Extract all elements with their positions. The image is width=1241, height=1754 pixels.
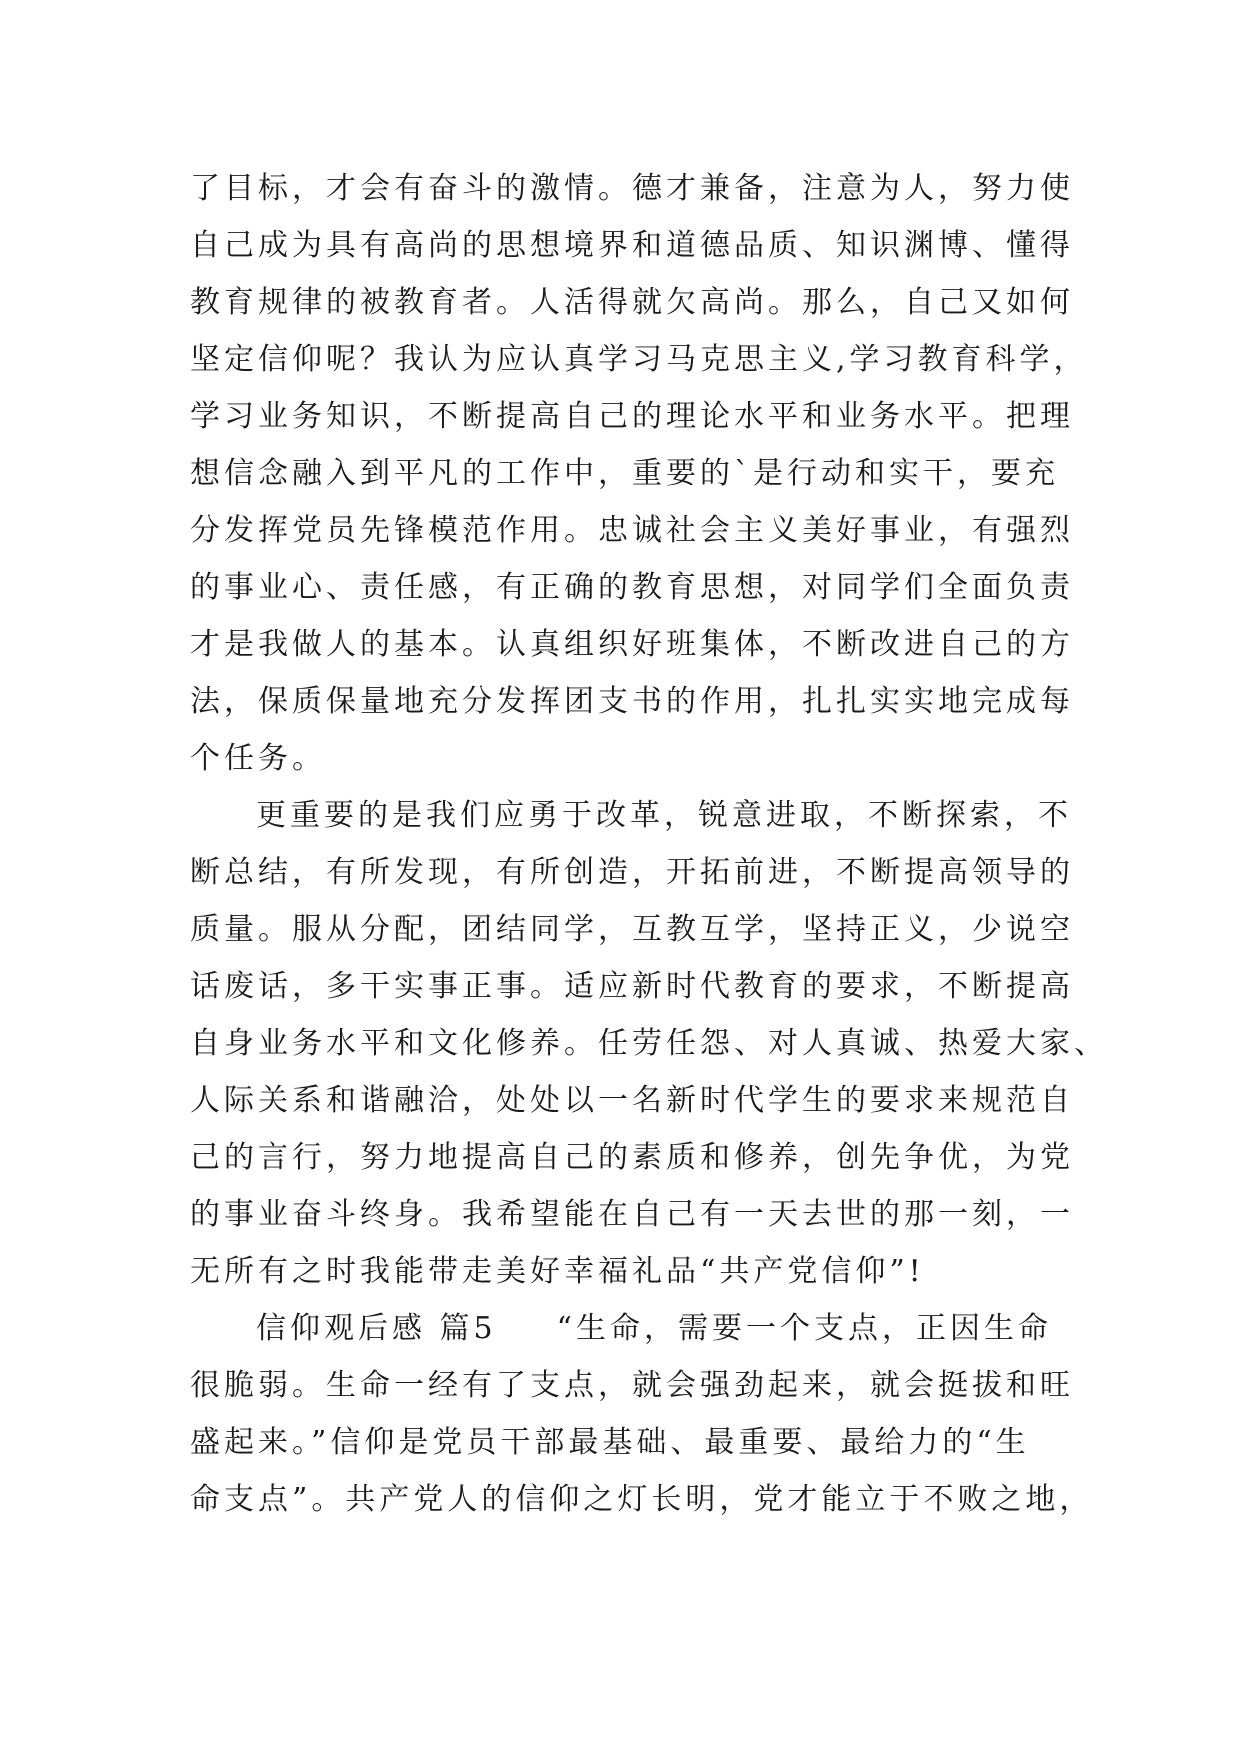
text-line: 人际关系和谐融洽，处处以一名新时代学生的要求来规范自 [190,1083,1074,1118]
text-line: 己的言行，努力地提高自己的素质和修养，创先争优，为党 [190,1140,1074,1175]
text-line: 分发挥党员先锋模范作用。忠诚社会主义美好事业，有强烈 [190,513,1074,548]
text-line: 才是我做人的基本。认真组织好班集体，不断改进自己的方 [190,627,1074,662]
text-run: “生命，需要一个支点，正因生命 [556,1311,1052,1346]
text-line: 教育规律的被教育者。人活得就欠高尚。那么，自己又如何 [190,285,1074,320]
text-line: 的事业奋斗终身。我希望能在自己有一天去世的那一刻，一 [190,1197,1074,1232]
text-line: 更重要的是我们应勇于改革，锐意进取，不断探索，不 [256,798,1072,833]
section-heading: 信仰观后感 篇5 [256,1311,497,1346]
text-line: 自身业务水平和文化修养。任劳任怨、对人真诚、热爱大家、 [190,1026,1108,1061]
paragraph-2 [190,787,1108,1300]
body-text [190,160,1108,1528]
paragraph-1 [190,160,1088,787]
text-line: 断总结，有所发现，有所创造，开拓前进，不断提高领导的 [190,855,1074,890]
text-line: 的事业心、责任感，有正确的教育思想，对同学们全面负责 [190,570,1074,605]
text-line: 学习业务知识，不断提高自己的理论水平和业务水平。把理 [190,399,1074,434]
paragraph-3 [190,1300,1094,1528]
text-line: 自己成为具有高尚的思想境界和道德品质、知识渊博、懂得 [190,228,1074,263]
text-line: 命支点”。共产党人的信仰之灯长明，党才能立于不败之地， [190,1482,1094,1517]
text-line: 个任务。 [190,741,326,776]
text-line: 质量。服从分配，团结同学，互教互学，坚持正义，少说空 [190,912,1074,947]
text-line: 坚定信仰呢？我认为应认真学习马克思主义,学习教育科学， [190,342,1088,377]
text-line: 盛起来。”信仰是党员干部最基础、最重要、最给力的“生 [190,1425,1030,1460]
text-line [190,1300,1054,1357]
text-line: 想信念融入到平凡的工作中，重要的`是行动和实干，要充 [190,456,1059,491]
text-line: 法，保质保量地充分发挥团支书的作用，扎扎实实地完成每 [190,684,1074,719]
text-line: 无所有之时我能带走美好幸福礼品“共产党信仰”! [190,1254,925,1289]
text-line: 话废话，多干实事正事。适应新时代教育的要求，不断提高 [190,969,1074,1004]
text-line: 很脆弱。生命一经有了支点，就会强劲起来，就会挺拔和旺 [190,1368,1074,1403]
text-line: 了目标，才会有奋斗的激情。德才兼备，注意为人，努力使 [190,171,1074,206]
